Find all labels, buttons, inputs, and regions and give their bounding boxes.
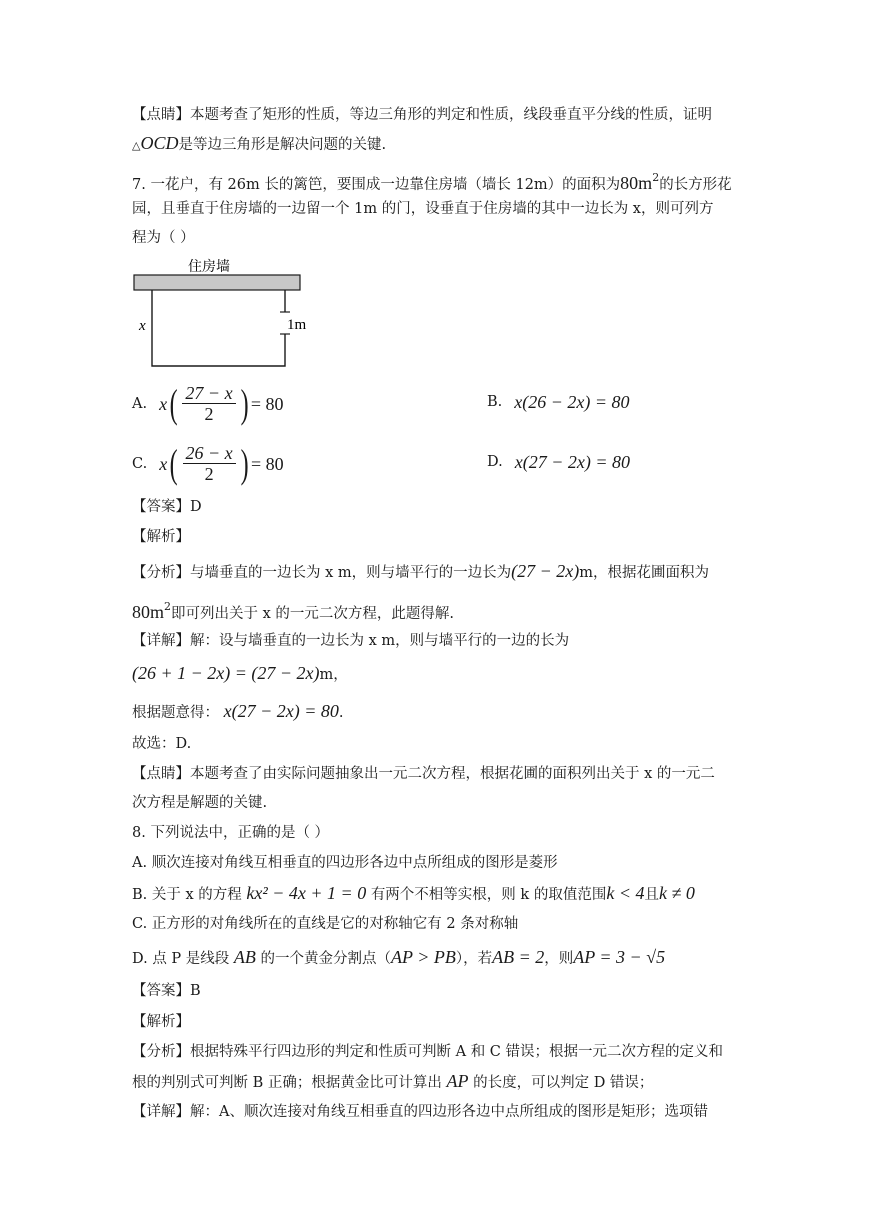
- q7-option-d: D. x(27 − 2x) = 80: [487, 452, 630, 472]
- q7-detail-line2: (26 + 1 − 2x) = (27 − 2x)m，: [132, 663, 348, 683]
- q7-comment-line2: 次方程是解题的关键.: [132, 795, 268, 811]
- q7-option-b: B. x(26 − 2x) = 80: [487, 392, 630, 412]
- q7-choice: 故选：D.: [132, 736, 192, 752]
- q7-comment-line1: 【点睛】本题考查了由实际问题抽象出一元二次方程，根据花圃的面积列出关于 x 的一元二: [132, 766, 715, 782]
- garden-figure: [130, 256, 310, 368]
- q7-option-c: C. x ( $\frac{26 - x}{2}$ ) = 80: [132, 440, 284, 486]
- q7-option-a: A. x ( $\frac{27 - x}{2}$ ) = 80: [132, 380, 284, 426]
- q8-answer: 【答案】B: [132, 983, 201, 999]
- side-label: x: [139, 318, 146, 334]
- q8-detail-line1: 【详解】解：A、顺次连接对角线互相垂直的四边形各边中点所组成的图形是矩形；选项错: [132, 1104, 708, 1120]
- q8-option-d: D. 点 P 是线段 AB 的一个黄金分割点（AP > PB），若AB = 2，则AP = 3 − √5: [132, 947, 666, 967]
- q7-answer: 【答案】D: [132, 499, 202, 515]
- answer-tag: 【答案】: [132, 499, 190, 515]
- q7-analysis-tag: 【解析】: [132, 529, 190, 545]
- area-value: 80m: [620, 173, 653, 193]
- p6-comment-line2: △OCD是等边三角形是解决问题的关键.: [132, 133, 387, 153]
- q7-stem-line3: 程为（ ）: [132, 230, 195, 246]
- q7-detail-line3: 根据题意得： x(27 − 2x) = 80.: [132, 701, 344, 721]
- q8-fenxi-line2: 根的判别式可判断 B 正确；根据黄金比可计算出 AP 的长度，可以判定 D 错误；: [132, 1071, 654, 1091]
- wall-label: 住房墙: [188, 260, 230, 275]
- q7-stem-line2: 园，且垂直于住房墙的一边留一个 1m 的门，设垂直于住房墙的其中一边长为 x，则可列方: [132, 201, 714, 217]
- fraction: $\frac{27 - x}{2}$: [182, 383, 235, 424]
- comment-tag: 【点睛】: [132, 107, 190, 123]
- q7-stem-line1: 7. 一花户，有 26m 长的篱笆，要围成一边靠住房墙（墙长 12m）的面积为$80m^2$的长方形花: [132, 171, 732, 193]
- house-wall: [134, 275, 300, 290]
- q8-option-c: C. 正方形的对角线所在的直线是它的对称轴它有 2 条对称轴: [132, 916, 519, 932]
- q8-option-a: A. 顺次连接对角线互相垂直的四边形各边中点所组成的图形是菱形: [132, 855, 558, 871]
- p6-comment-line1: 【点睛】本题考查了矩形的性质，等边三角形的判定和性质，线段垂直平分线的性质，证明: [132, 107, 712, 123]
- q7-fenxi-line1: 【分析】与墙垂直的一边长为 x m，则与墙平行的一边长为(27 − 2x)m，根据花圃面积为: [132, 561, 710, 581]
- q8-stem: 8. 下列说法中，正确的是（ ）: [132, 825, 330, 841]
- triangle-symbol: △: [132, 139, 141, 152]
- q7-detail-line1: 【详解】解：设与墙垂直的一边长为 x m，则与墙平行的一边的长为: [132, 633, 570, 649]
- q8-fenxi-line1: 【分析】根据特殊平行四边形的判定和性质可判断 A 和 C 错误；根据一元二次方程的定义和: [132, 1044, 723, 1060]
- q8-analysis-tag: 【解析】: [132, 1014, 190, 1030]
- q8-option-b: B. 关于 x 的方程 kx² − 4x + 1 = 0 有两个不相等实根，则 k 的取值范围k < 4且k ≠ 0: [132, 883, 695, 903]
- door-label: 1m: [287, 317, 307, 333]
- fence: [152, 290, 285, 366]
- q7-fenxi-line2: $80m^2$即可列出关于 x 的一元二次方程，此题得解.: [132, 600, 455, 622]
- fraction: $\frac{26 - x}{2}$: [183, 443, 236, 484]
